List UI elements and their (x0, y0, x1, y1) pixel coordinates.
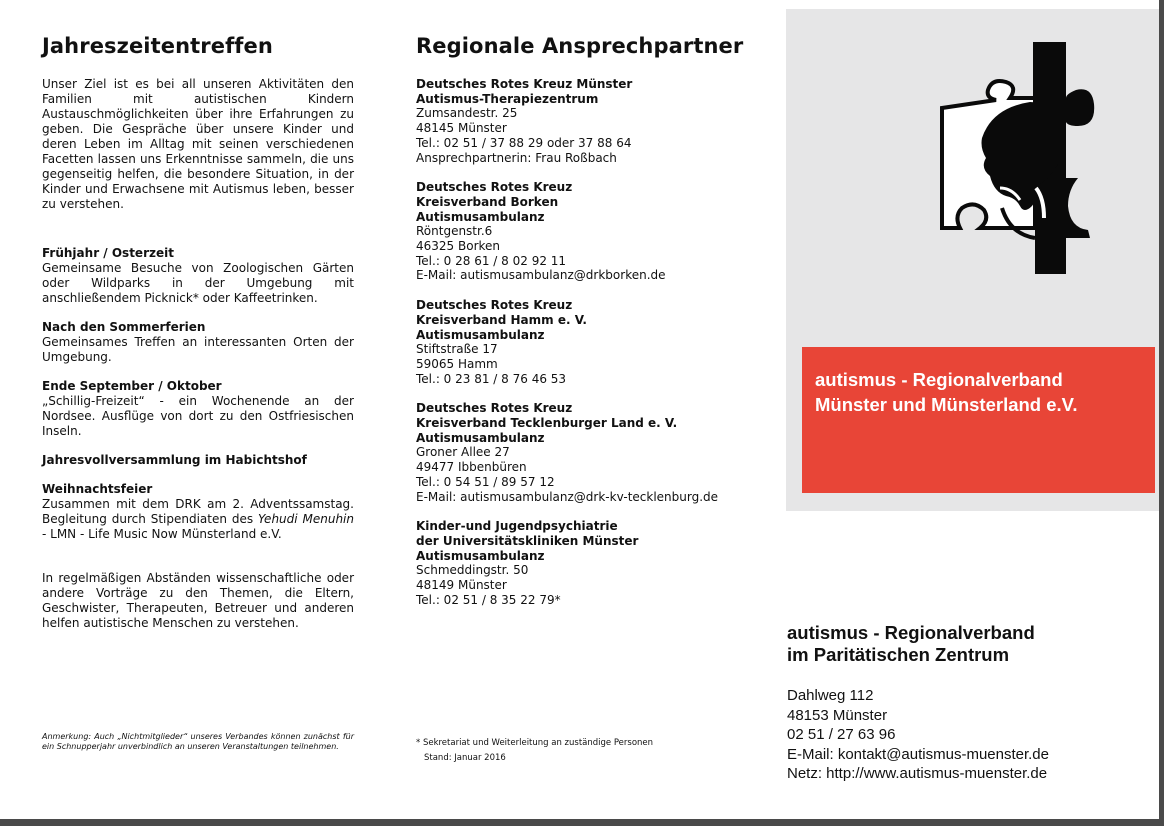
contact-detail-line: Tel.: 02 51 / 8 35 22 79* (416, 592, 561, 607)
contact-org-line: Kreisverband Hamm e. V. (416, 312, 587, 327)
contact-detail-line: 49477 Ibbenbüren (416, 460, 527, 475)
address-street: Dahlweg 112 (787, 687, 874, 704)
contact-org-line: Deutsches Rotes Kreuz (416, 180, 573, 195)
section-title-sommerferien: Nach den Sommerferien (42, 320, 206, 334)
section-body-sommerferien: Gemeinsames Treffen an interessanten Orten der Umgebung. (42, 335, 354, 364)
contact-detail-line: Tel.: 0 23 81 / 8 76 46 53 (416, 371, 567, 386)
page-shadow-bottom (0, 819, 1164, 826)
section-title-fruehjahr: Frühjahr / Osterzeit (42, 246, 174, 260)
contact-email[interactable]: E-Mail: autismusambulanz@drkborken.de (416, 268, 666, 283)
intro-paragraph: Unser Ziel ist es bei all unseren Aktivitäten den Familien mit autistischen Kindern Austauschmöglichkeiten über ihre Erfahrungen zu geben. Die Gespräche über unsere Kinder und deren Leben im Alltag mit seinen verschiedenen Facetten lassen uns Erkenntnisse sammeln, die uns gegenseitig helfen, die besondere Situation, in der Kinder und Erwachsene mit Autismus leben, besser zu verstehen. (42, 77, 354, 211)
contact-org-line: Deutsches Rotes Kreuz Münster (416, 77, 633, 91)
contact-detail-line: Ansprechpartnerin: Frau Roßbach (416, 150, 617, 165)
contact-org-line: Deutsches Rotes Kreuz (416, 401, 573, 416)
contact-org-line: Autismusambulanz (416, 548, 545, 563)
contact-detail-line: Zumsandestr. 25 (416, 106, 518, 121)
membership-note: Anmerkung: Auch „Nichtmitglieder“ unseres Verbandes können zunächst für ein Schnupperjahr unverbindlich an unseren Veranstaltungen teilnehmen. (42, 732, 354, 751)
contact-detail-line: 46325 Borken (416, 239, 501, 254)
title-banner (802, 347, 1155, 493)
banner-line-1: autismus - Regionalverband (815, 369, 1063, 390)
address-title (787, 622, 1035, 666)
address-block (787, 686, 1049, 784)
footnote-line: * Sekretariat und Weiterleitung an zuständige Personen (416, 738, 654, 748)
contact-block (416, 180, 776, 283)
contact-block (416, 298, 776, 386)
contact-block (416, 401, 776, 504)
weihnachtsfeier-text-italic: Yehudi Menuhin (258, 512, 354, 526)
contact-detail-line: Stiftstraße 17 (416, 342, 498, 357)
contact-org-line: der Universitätskliniken Münster (416, 533, 639, 548)
footnote-date: Stand: Januar 2016 (424, 753, 506, 763)
contact-detail-line: 48145 Münster (416, 121, 507, 136)
section-body-fruehjahr: Gemeinsame Besuche von Zoologischen Gärten oder Wildparks in der Umgebung mit anschließendem Picknick* oder Kaffeetrinken. (42, 261, 354, 305)
section-title-jahresversammlung: Jahresvollversammlung im Habichtshof (42, 453, 307, 467)
section-title-september: Ende September / Oktober (42, 379, 222, 393)
left-column (42, 34, 354, 631)
middle-column (416, 34, 776, 623)
address-title-line-1: autismus - Regionalverband (787, 622, 1035, 643)
address-title-line-2: im Paritätischen Zentrum (787, 644, 1010, 665)
ansprechpartner-heading: Regionale Ansprechpartner (416, 34, 744, 58)
section-title-weihnachtsfeier: Weihnachtsfeier (42, 482, 153, 496)
contact-detail-line: Tel.: 0 54 51 / 89 57 12 (416, 474, 555, 489)
contact-org-line: Autismus-Therapiezentrum (416, 91, 599, 106)
banner-line-2: Münster und Münsterland e.V. (815, 394, 1078, 415)
section-body-weihnachtsfeier (42, 497, 354, 542)
contact-detail-line: Tel.: 02 51 / 37 88 29 oder 37 88 64 (416, 135, 632, 150)
weihnachtsfeier-text-pre: Zusammen mit dem DRK am 2. Adventssamstag. Begleitung durch Stipendiaten des (42, 497, 354, 526)
puzzle-logo-icon (940, 38, 1100, 278)
outro-paragraph: In regelmäßigen Abständen wissenschaftliche oder andere Vorträge zu den Themen, die Eltern, Geschwister, Therapeuten, Betreuer und anderen helfen autistische Menschen zu verstehen. (42, 571, 354, 630)
address-website[interactable]: Netz: http://www.autismus-muenster.de (787, 765, 1048, 782)
contact-org-line: Kreisverband Borken (416, 194, 559, 209)
contact-detail-line: 59065 Hamm (416, 356, 498, 371)
section-body-september: „Schillig-Freizeit“ - ein Wochenende an der Nordsee. Ausflüge von dort zu den Ostfriesischen Inseln. (42, 394, 354, 438)
contact-email[interactable]: E-Mail: autismusambulanz@drk-kv-tecklenburg.de (416, 489, 719, 504)
contact-org-line: Autismusambulanz (416, 430, 545, 445)
contact-org-line: Autismusambulanz (416, 327, 545, 342)
page-shadow-right (1159, 0, 1164, 826)
contact-org-line: Kinder-und Jugendpsychiatrie (416, 519, 618, 534)
contact-detail-line: Groner Allee 27 (416, 445, 510, 460)
weihnachtsfeier-text-post: - LMN - Life Music Now Münsterland e.V. (42, 527, 282, 541)
contact-org-line: Kreisverband Tecklenburger Land e. V. (416, 416, 678, 431)
contact-block (416, 77, 776, 165)
contact-detail-line: Tel.: 0 28 61 / 8 02 92 11 (416, 253, 567, 268)
contact-list (416, 77, 776, 608)
footnote (416, 736, 746, 766)
address-phone: 02 51 / 27 63 96 (787, 726, 896, 743)
contact-detail-line: Röntgenstr.6 (416, 224, 493, 239)
jahreszeitentreffen-heading: Jahreszeitentreffen (42, 34, 273, 58)
address-city: 48153 Münster (787, 706, 888, 724)
contact-block (416, 519, 776, 607)
contact-org-line: Autismusambulanz (416, 209, 545, 224)
address-email[interactable]: E-Mail: kontakt@autismus-muenster.de (787, 745, 1049, 763)
contact-detail-line: 48149 Münster (416, 578, 507, 593)
contact-org-line: Deutsches Rotes Kreuz (416, 298, 573, 313)
contact-detail-line: Schmeddingstr. 50 (416, 563, 529, 578)
